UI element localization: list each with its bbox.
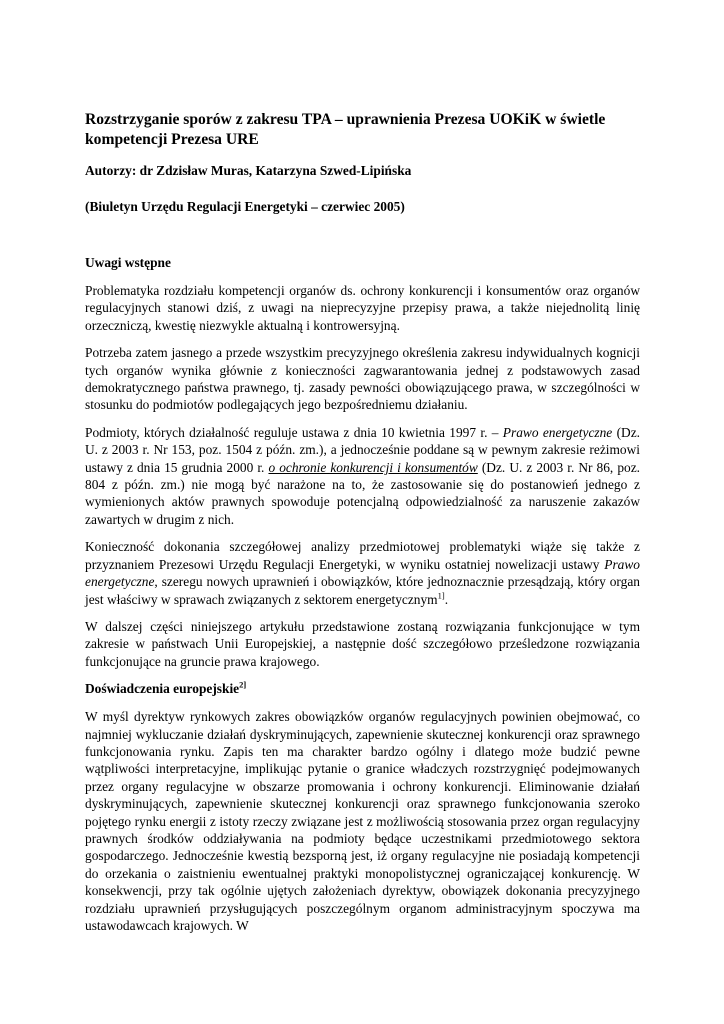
paragraph-3 — [85, 424, 640, 528]
paragraph-2: Potrzeba zatem jasnego a przede wszystkim precyzyjnego określenia zakresu indywidualnych kognicji tych organów wynika głównie z konieczności zagwarantowania jednej z podstawowych zasad demokratycznego państwa prawnego, tj. zasady pewności obowiązującego prawa, w szczególności w stosunku do podmiotów podlegających jego bezpośredniemu działaniu. — [85, 345, 640, 413]
section-heading-intro: Uwagi wstępne — [85, 255, 171, 270]
paragraph-5: W dalszej części niniejszego artykułu przedstawione zostaną rozwiązania funkcjonujące w tym zakresie w państwach Unii Europejskiej, a następnie dość szczegółowo prześledzone rozwiązania funkcjonujące na gruncie prawa krajowego. — [85, 618, 640, 669]
authors-line: Autorzy: dr Zdzisław Muras, Katarzyna Szwed-Lipińska — [85, 163, 412, 178]
act-title-competition-law-link[interactable]: o ochronie konkurencji i konsumentów — [268, 459, 478, 475]
document-title: Rozstrzyganie sporów z zakresu TPA – uprawnienia Prezesa UOKiK w świetle kompetencji Prezesa URE — [85, 111, 606, 148]
paragraph-3-text-c: (Dz. U. z 2003 r. Nr 153, poz. 1504 z późn. zm.), a jednocześnie poddane są w pewnym zakresie reżimowi ustawy z dnia 15 grudnia 2000 r. — [85, 424, 641, 475]
paragraph-6: W myśl dyrektyw rynkowych zakres obowiązków organów regulacyjnych powinien obejmować, co najmniej wykluczanie działań dyskryminujących, zapewnienie skutecznej konkurencji oraz sprawnego funkcjonowania rynku. Zapis ten ma charakter bardzo ogólny i dlatego może budzić pewne wątpliwości interpretacyjne, implikując pytanie o granice władczych rozstrzygnięć podejmowanych przez organy regulacyjne w obszarze promowania i ochrony konkurencji. Eliminowanie działań dyskryminujących, zapewnienie skutecznej konkurencji oraz sprawnego funkcjonowania szeroko pojętego rynku energii z istoty rzeczy związane jest z możliwością stosowania przez organ regulacyjny prawnych środków oddziaływania na podmioty będące uczestnikami przedmiotowego sektora gospodarczego. Jednocześnie kwestią bezsporną jest, iż organy regulacyjne nie posiadają kompetencji do orzekania o zaistnieniu ewentualnej praktyki monopolistycznej ograniczającej konkurencję. W konsekwencji, przy tak ogólnie ujętych założeniach dyrektyw, obowiązek dokonania precyzyjnego rozdziału uprawnień przysługujących poszczególnym organom administracyjnym spoczywa ma ustawodawcach krajowych. W — [85, 709, 640, 933]
paragraph-4-text-a: Konieczność dokonania szczegółowej analizy przedmiotowej problematyki wiąże się także z przyznaniem Prezesowi Urzędu Regulacji Energetyki, w wyniku ostatniej nowelizacji ustawy — [85, 539, 640, 572]
paragraph-3-text-e: (Dz. U. z 2003 r. Nr 86, poz. 804 z późn. zm.) nie mogą być narażone na to, że zastosowanie się do postanowień jednego z wymienionych aktów prawnych spowoduje potencjalną odpowiedzialność za naruszenie zakazów zawartych w drugim z nich. — [85, 459, 641, 527]
paragraph-3-text-a: Podmioty, których działalność reguluje ustawa z dnia 10 kwietnia 1997 r. – — [85, 424, 503, 440]
paragraph-1: Problematyka rozdziału kompetencji organów ds. ochrony konkurencji i konsumentów oraz organów regulacyjnych stanowi dziś, z uwagi na nieprecyzyjne przepisy prawa, a także niejednolitą linię orzeczniczą, kwestię niezwykle aktualną i kontrowersyjną. — [85, 283, 640, 333]
act-title-energy-law: Prawo energetyczne — [502, 424, 613, 440]
paragraph-4 — [85, 538, 640, 608]
paragraph-4-text-c: , szeregu nowych uprawnień i obowiązków, które jednoznacznie przesądzają, który organ jest właściwy w sprawach związanych z sektorem energetycznym — [85, 574, 640, 607]
footnote-ref-2[interactable]: 2] — [239, 679, 247, 690]
document-page — [85, 110, 640, 944]
paragraph-4-text-d: . — [444, 591, 449, 607]
section-heading-european-text: Doświadczenia europejskie — [85, 681, 240, 697]
act-title-energy-law-2: Prawo energetyczne — [85, 556, 640, 590]
source-line: (Biuletyn Urzędu Regulacji Energetyki – czerwiec 2005) — [85, 199, 405, 214]
section-heading-european — [85, 680, 640, 697]
footnote-ref-1[interactable]: 1] — [437, 590, 445, 601]
